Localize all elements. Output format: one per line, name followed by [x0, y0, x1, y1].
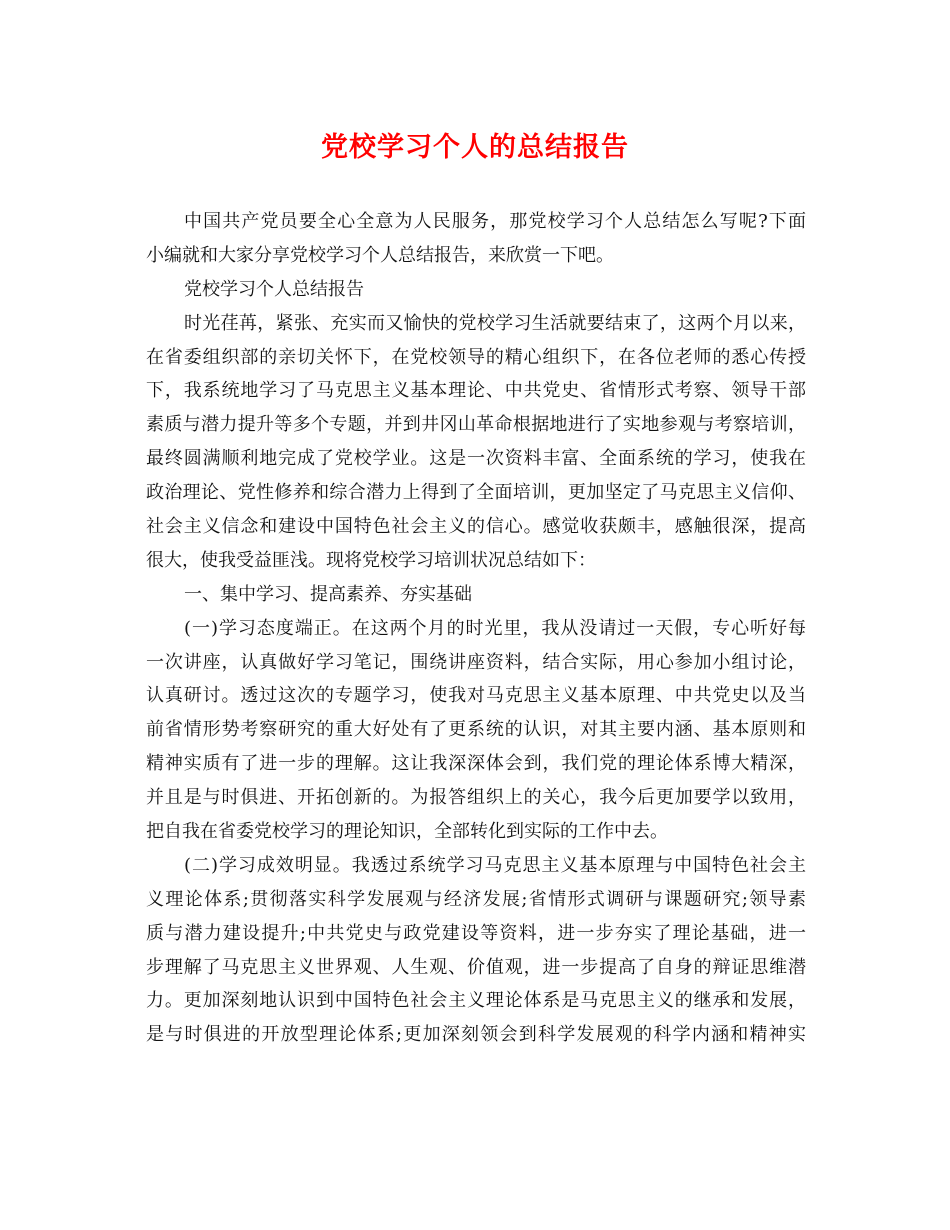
paragraph-line: 中国共产党员要全心全意为人民服务，那党校学习个人总结怎么写呢?下面 [184, 211, 806, 232]
paragraph-line: 小编就和大家分享党校学习个人总结报告，来欣赏一下吧。 [146, 244, 614, 266]
paragraph-line: 在省委组织部的亲切关怀下，在党校领导的精心组织下，在各位老师的悉心传授 [146, 346, 806, 368]
paragraph-line: 步理解了马克思主义世界观、人生观、价值观，进一步提高了自身的辩证思维潜 [146, 956, 806, 978]
paragraph-line: (二)学习成效明显。我透过系统学习马克思主义基本原理与中国特色社会主 [184, 854, 806, 876]
paragraph-line: 社会主义信念和建设中国特色社会主义的信心。感觉收获颇丰，感触很深，提高 [146, 516, 806, 538]
paragraph-line: 素质与潜力提升等多个专题，并到井冈山革命根据地进行了实地参观与考察培训， [146, 414, 806, 436]
paragraph-line: 认真研讨。透过这次的专题学习，使我对马克思主义基本原理、中共党史以及当 [146, 685, 806, 707]
paragraph-line: 政治理论、党性修养和综合潜力上得到了全面培训，更加坚定了马克思主义信仰、 [146, 482, 806, 504]
paragraph-line: 前省情形势考察研究的重大好处有了更系统的认识，对其主要内涵、基本原则和 [146, 719, 806, 741]
paragraph-line: 最终圆满顺利地完成了党校学业。这是一次资料丰富、全面系统的学习，使我在 [146, 448, 806, 470]
paragraph-line: 精神实质有了进一步的理解。这让我深深体会到，我们党的理论体系博大精深， [146, 753, 806, 775]
paragraph-line: 一次讲座，认真做好学习笔记，围绕讲座资料，结合实际，用心参加小组讨论， [146, 651, 806, 673]
paragraph-line: 质与潜力建设提升;中共党史与政党建设等资料，进一步夯实了理论基础，进一 [146, 922, 806, 944]
paragraph-line: 把自我在省委党校学习的理论知识，全部转化到实际的工作中去。 [146, 821, 668, 843]
paragraph-line: 时光荏苒，紧张、充实而又愉快的党校学习生活就要结束了，这两个月以来， [184, 312, 806, 334]
paragraph-line: 义理论体系;贯彻落实科学发展观与经济发展;省情形式调研与课题研究;领导素 [146, 888, 806, 910]
paragraph-line: 很大，使我受益匪浅。现将党校学习培训状况总结如下： [146, 549, 596, 571]
document-body [146, 205, 806, 1052]
paragraph-line: 并且是与时俱进、开拓创新的。为报答组织上的关心，我今后更加要学以致用， [146, 787, 806, 809]
document-title: 党校学习个人的总结报告 [321, 132, 629, 163]
paragraph-line: 下，我系统地学习了马克思主义基本理论、中共党史、省情形式考察、领导干部 [146, 380, 806, 402]
paragraph-line: (一)学习态度端正。在这两个月的时光里，我从没请过一天假，专心听好每 [184, 617, 806, 639]
paragraph-line: 力。更加深刻地认识到中国特色社会主义理论体系是马克思主义的继承和发展， [146, 990, 806, 1012]
paragraph-line: 一、集中学习、提高素养、夯实基础 [184, 583, 472, 605]
paragraph-line: 党校学习个人总结报告 [184, 278, 364, 300]
paragraph-line: 是与时俱进的开放型理论体系;更加深刻领会到科学发展观的科学内涵和精神实 [146, 1024, 806, 1046]
